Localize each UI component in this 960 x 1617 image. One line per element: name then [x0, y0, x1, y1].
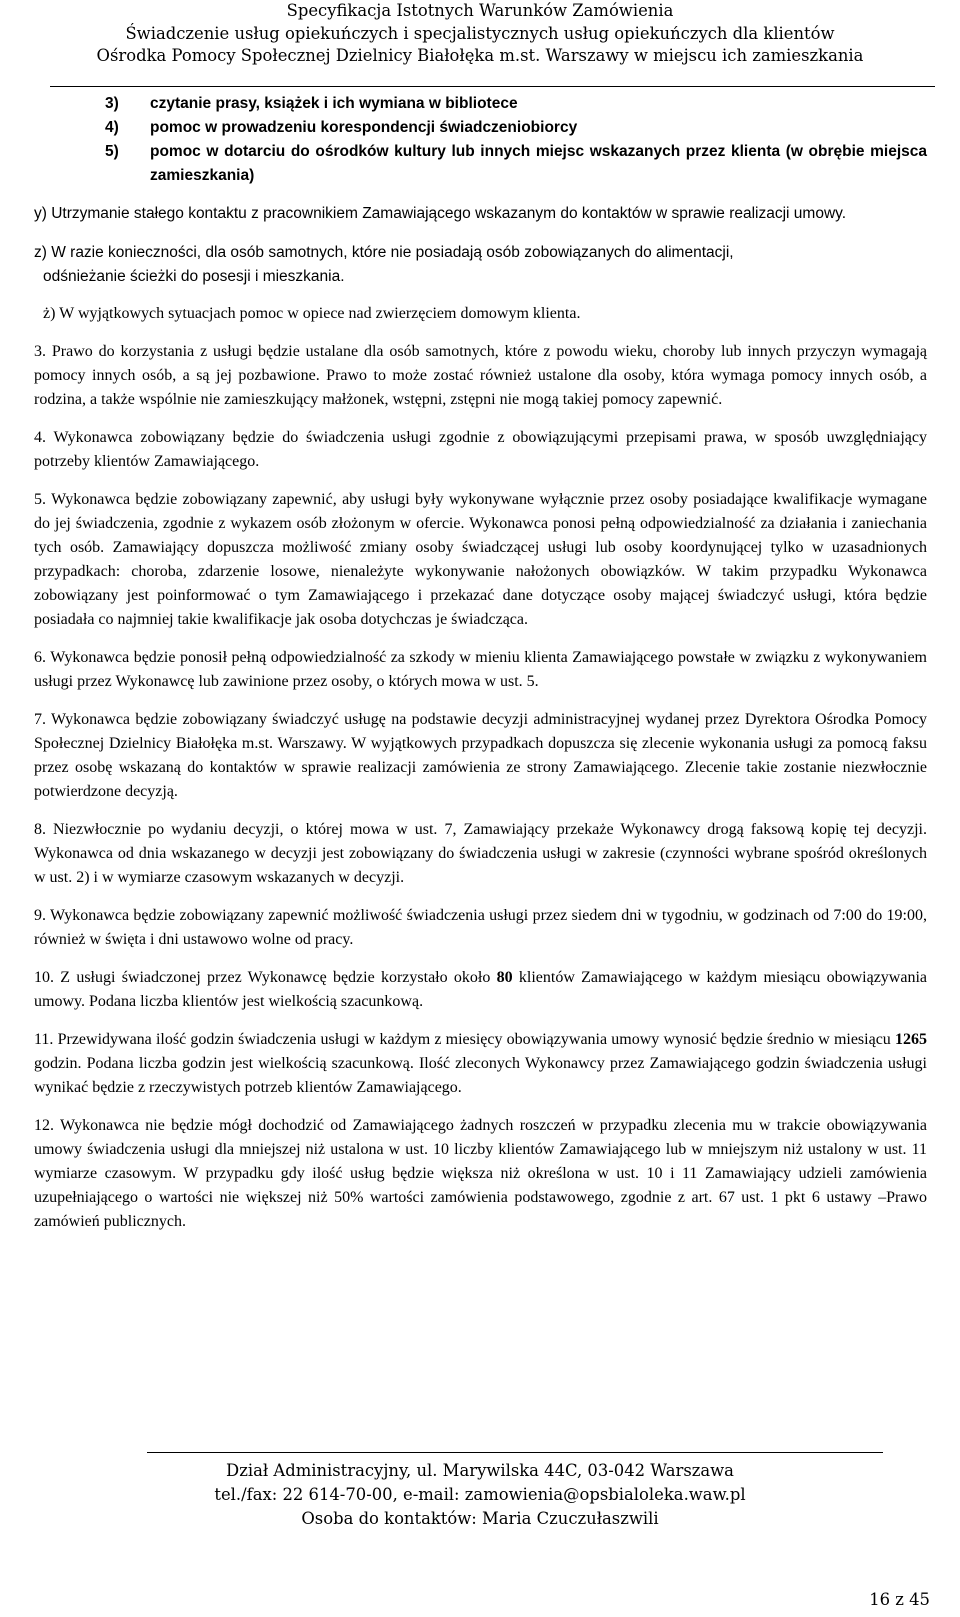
paragraph-10 [34, 966, 927, 1014]
client-count: 80 [496, 969, 513, 986]
paragraph-9: 9. Wykonawca będzie zobowiązany zapewnić możliwość świadczenia usługi przez siedem dni w tygodniu, w godzinach od 7:00 do 19:00, również w święta i dni ustawowo wolne od pracy. [34, 907, 927, 948]
footer-divider [147, 1452, 883, 1453]
footer-address: Dział Administracyjny, ul. Marywilska 44C, 03-042 Warszawa [226, 1461, 734, 1480]
numbered-list [34, 92, 927, 188]
letter-item-z [34, 241, 927, 289]
header-subtitle: Świadczenie usług opiekuńczych i specjalistycznych usług opiekuńczych dla klientów [125, 23, 835, 43]
list-item-number: 5) [105, 143, 119, 160]
list-item-number: 4) [105, 119, 119, 136]
list-item [105, 92, 927, 116]
hours-count: 1265 [895, 1031, 927, 1048]
list-item-number: 3) [105, 95, 119, 112]
list-item-text: pomoc w dotarciu do ośrodków kultury lub innych miejsc wskazanych przez klienta (w obrębie miejsca zamieszkania) [150, 143, 927, 184]
footer-contact: tel./fax: 22 614-70-00, e-mail: zamowienia@opsbialoleka.waw.pl [214, 1485, 746, 1504]
paragraph-6: 6. Wykonawca będzie ponosił pełną odpowiedzialność za szkody w mieniu klienta Zamawiającego powstałe w związku z wykonywaniem usługi przez Wykonawcę lub zawinione przez osoby, o których mowa w ust. 5. [34, 649, 927, 690]
paragraph-11 [34, 1028, 927, 1100]
paragraph-4: 4. Wykonawca zobowiązany będzie do świadczenia usługi zgodnie z obowiązującymi przepisami prawa, w sposób uwzględniający potrzeby klientów Zamawiającego. [34, 429, 927, 470]
paragraph-10-text-a: 10. Z usługi świadczonej przez Wykonawcę będzie korzystało około [34, 969, 497, 986]
paragraph-11-text-b: godzin. Podana liczba godzin jest wielkością szacunkową. Ilość zleconych Wykonawcy przez Zamawiającego godzin świadczenia usługi wynikać będzie z rzeczywistych potrzeb klientów Zamawiającego. [34, 1055, 927, 1096]
header-divider [50, 86, 935, 87]
header-subtitle-2: Ośrodka Pomocy Społecznej Dzielnicy Białołęka m.st. Warszawy w miejscu ich zamieszkania [96, 46, 864, 65]
letter-item-z-text: z) W razie konieczności, dla osób samotnych, które nie posiadają osób zobowiązanych do alimentacji, [34, 244, 734, 261]
paragraph-11-text-a: 11. Przewidywana ilość godzin świadczenia usługi w każdym z miesięcy obowiązywania umowy wynosić będzie średnio w miesiącu [34, 1031, 895, 1048]
paragraph-7: 7. Wykonawca będzie zobowiązany świadczyć usługę na podstawie decyzji administracyjnej wydanej przez Dyrektora Ośrodka Pomocy Społecznej Dzielnicy Białołęka m.st. Warszawy. W wyjątkowych przypadkach dopuszcza się zlecenie wykonania usługi za pomocą faksu przez osobę wskazaną do kontaktów w sprawie realizacji zamówienia ze strony Zamawiającego. Zlecenie takie zostanie niezwłocznie potwierdzone decyzją. [34, 711, 927, 800]
paragraph-10-text-b: klientów Zamawiającego w każdym miesiącu obowiązywania umowy. Podana liczba klientów jest wielkością szacunkową. [34, 969, 928, 1010]
list-item [105, 140, 927, 188]
header-title: Specyfikacja Istotnych Warunków Zamówienia [286, 1, 674, 20]
document-body [34, 92, 927, 1234]
footer-contact-person: Osoba do kontaktów: Maria Czuczułaszwili [301, 1509, 659, 1528]
letter-item-z-continuation: odśnieżanie ścieżki do posesji i mieszkania. [43, 268, 345, 285]
paragraph-8: 8. Niezwłocznie po wydaniu decyzji, o której mowa w ust. 7, Zamawiający przekaże Wykonawcy drogą faksową kopię tej decyzji. Wykonawca od dnia wskazanego w decyzji jest zobowiązany do świadczenia usługi w zakresie (czynności wybrane spośród określonych w ust. 2) i w wymiarze czasowym wskazanych w decyzji. [34, 821, 927, 886]
paragraph-5: 5. Wykonawca będzie zobowiązany zapewnić, aby usługi były wykonywane wyłącznie przez osoby posiadające kwalifikacje wymagane do jej świadczenia, zgodnie z wykazem osób złożonym w ofercie. Wykonawca ponosi pełną odpowiedzialność za działania i zaniechania tych osób. Zamawiający dopuszcza możliwość zmiany osoby świadczącej usługi lub osoby koordynującej tylko w uzasadnionych przypadkach: choroba, zdarzenie losowe, nienależyte wykonywanie nałożonych obowiązków. W takim przypadku Wykonawca zobowiązany jest poinformować o tym Zamawiającego i przekazać dane dotyczące osoby mającej świadczyć usługi, która będzie posiadała co najmniej takie kwalifikacje jak osoba dotychczas je świadcząca. [34, 491, 927, 628]
list-item-text: pomoc w prowadzeniu korespondencji świadczeniobiorcy [150, 119, 578, 136]
letter-item-zz: ż) W wyjątkowych sytuacjach pomoc w opiece nad zwierzęciem domowym klienta. [43, 305, 581, 322]
paragraph-12: 12. Wykonawca nie będzie mógł dochodzić od Zamawiającego żadnych roszczeń w przypadku zlecenia mu w trakcie obowiązywania umowy świadczenia usługi dla mniejszej niż ustalona w ust. 10 liczby klientów Zamawiającego lub w mniejszym niż ustalony w ust. 11 wymiarze czasowym. W przypadku gdy ilość usług będzie większa niż określona w ust. 10 i 11 Zamawiający udzieli zamówienia uzupełniającego o wartości nie większej niż 50% wartości zamówienia podstawowego, zgodnie z art. 67 ust. 1 pkt 6 ustawy –Prawo zamówień publicznych. [34, 1117, 927, 1230]
page-number: 16 z 45 [869, 1590, 930, 1609]
list-item-text: czytanie prasy, książek i ich wymiana w bibliotece [150, 95, 518, 112]
page-footer [0, 1459, 960, 1531]
paragraph-3: 3. Prawo do korzystania z usługi będzie ustalane dla osób samotnych, które z powodu wieku, choroby lub innych przyczyn wymagają pomocy innych osób, a są jej pozbawione. Prawo to może zostać również ustalone dla osoby, która wymaga pomocy innych osób, a rodzina, a także wspólnie nie zamieszkujący małżonek, wstępni, zstępni nie mogą takiej pomocy zapewnić. [34, 343, 927, 408]
page-header [0, 0, 960, 68]
letter-item-y: y) Utrzymanie stałego kontaktu z pracownikiem Zamawiającego wskazanym do kontaktów w sprawie realizacji umowy. [34, 205, 847, 222]
list-item [105, 116, 927, 140]
